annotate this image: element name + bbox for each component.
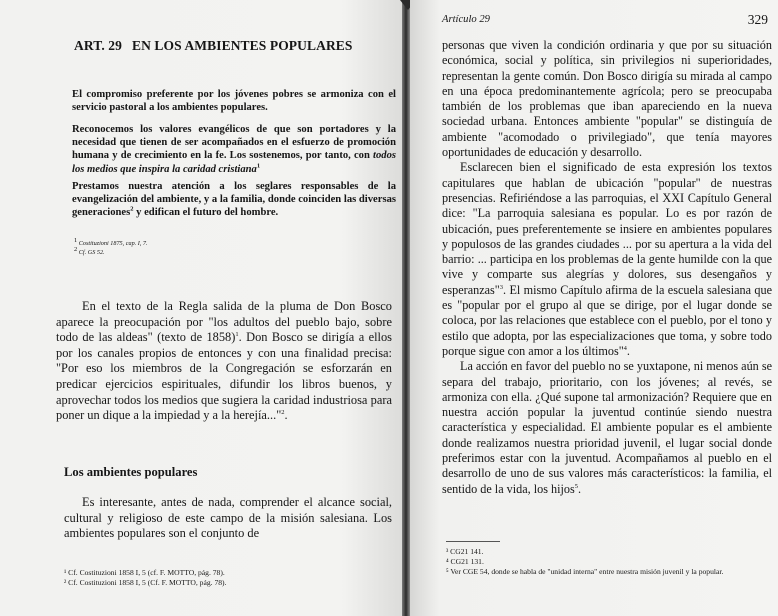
footnote-ref: 2 xyxy=(281,409,285,417)
footnote-ref: 2 xyxy=(130,205,134,213)
rule-p2-text: Reconocemos los valores evangélicos de que son portadores y la necesidad que tienen de ser acompañados en el esfuerzo de promoción humana y de crecimiento en la fe. Los sostenemos, por tanto, con xyxy=(72,124,396,162)
rule-footnote-1-text: Costituzioni 1875, cap. I, 7. xyxy=(78,240,148,247)
rule-footnote-1-num: 1 xyxy=(74,236,78,244)
right-paragraph-3 xyxy=(442,359,772,497)
commentary-text-a: En el texto de la Regla salida de la pluma de Don Bosco aparece la preocupación por "los adultos del pueblo bajo, sobre todo de las aldeas" (texto de 1858) xyxy=(56,299,392,345)
rule-p2-italic: todos los medios que inspira la caridad cristiana xyxy=(72,150,396,175)
rule-paragraph-2 xyxy=(72,123,396,176)
rule-footnote-2-num: 2 xyxy=(74,245,78,253)
section-heading: Los ambientes populares xyxy=(64,465,198,479)
book-gutter xyxy=(402,0,410,616)
section-paragraph: Es interesante, antes de nada, comprender el alcance social, cultural y religioso de este campo de la misión salesiana. Los ambientes populares son el conjunto de xyxy=(64,495,392,541)
right-page xyxy=(410,0,778,616)
commentary-text-c: . xyxy=(284,408,288,423)
right-p3-text: La acción en favor del pueblo no se yuxtapone, ni menos aún se separa del trabajo, prioritario, con los jóvenes; al revés, se armoniza con ella. ¿Qué supone tal armonización? Requiere que en nuestra acción popular la juventud continúe siendo nuestra característica y especialidad. El ambiente popular es el ambiente donde realizamos nuestra prioridad juvenil, el lugar social donde preferimos estar con la juventud. Acompañamos al pueblo en el desarrollo de uno de sus valores más característicos: la familia, el sentido de la vida, los hijos xyxy=(442,359,772,496)
article-title xyxy=(74,38,394,54)
footnote-ref: 1 xyxy=(256,162,261,170)
rule-footnote-1 xyxy=(74,236,148,248)
footnote-1: ¹ Cf. Costituzioni 1858 I, 5 (cf. F. MOTTO, pág. 78). xyxy=(64,568,225,577)
footnote-2: ² Cf. Costituzioni 1858 I, 5 (Cf. F. MOTTO, pág. 78). xyxy=(64,578,227,587)
footnote-3: ³ CG21 141. xyxy=(446,547,484,556)
rule-paragraph-3 xyxy=(72,180,396,220)
right-paragraph-1: personas que viven la condición ordinaria y que por su situación económica, social y política, sin privilegios ni superioridades, representan la gente común. Don Bosco dirigía su mirada al campo en una época predominantemente agrícola; pero se preocupaba también de los problemas que iban apareciendo en la nueva sociedad urbana. Entonces ambiente "popular" se distinguía de ambiente "acomodado o privilegiado", que tenía mayores oportunidades de educación y desarrollo. xyxy=(442,38,772,160)
footnote-5: ⁵ Ver CGE 54, donde se habla de "unidad interna" entre nuestra misión juvenil y la popular. xyxy=(446,567,724,576)
page-number: 329 xyxy=(747,12,768,27)
right-p3-end: . xyxy=(577,481,581,496)
right-p2-text-b: . El mismo Capítulo afirma de la escuela salesiana que es "popular por el grupo al que se dirige, por el lugar donde se coloca, por las relaciones que establece con el pueblo, por el tono y estilo que adopta, por las especializaciones que toma, y sobre todo porque sigue con amor a los últimos" xyxy=(442,282,772,358)
right-body-text xyxy=(442,38,772,497)
footnote-ref: 3 xyxy=(499,283,504,291)
right-p2-text-c: . xyxy=(626,343,630,358)
footnote-ref: 4 xyxy=(623,344,627,352)
running-head: Artículo 29 xyxy=(442,14,490,25)
rule-footnote-2-text: Cf. GS 52. xyxy=(78,249,105,256)
commentary-text-b: . Don Bosco se dirigía a ellos por los canales propios de entonces y con una finalidad precisa: "Por eso los miembros de la Congregación se esforzarán en predicar ejercicios espirituales, difundir los libros buenos, y aprovechar todos los medios que sugiera la caridad industriosa para poner un dique a la impiedad y a la herejía..." xyxy=(56,330,392,423)
footnote-rule xyxy=(446,541,500,542)
footnote-ref: 1 xyxy=(235,331,239,339)
footnote-4: ⁴ CG21 131. xyxy=(446,557,484,566)
footnote-ref: 5 xyxy=(574,482,578,490)
article-heading: EN LOS AMBIENTES POPULARES xyxy=(131,38,353,53)
rule-p3-text: Prestamos nuestra atención a los seglares responsables de la evangelización del ambiente, y a la familia, donde coinciden las diversas generaciones xyxy=(72,181,396,219)
article-number: ART. 29 xyxy=(74,38,122,53)
commentary-paragraph xyxy=(56,299,392,424)
rule-footnote-2 xyxy=(74,245,105,257)
rule-paragraph-1: El compromiso preferente por los jóvenes pobres se armoniza con el servicio pastoral a los ambientes populares. xyxy=(72,89,396,114)
rule-p3-text-end: y edifican el futuro del hombre. xyxy=(133,207,279,219)
right-p2-text-a: Esclarecen bien el significado de esta expresión los textos capitulares que hablan de ubicación "popular" de nuestras presencias. Refiriéndose a las parroquias, el XXI Capítulo General dice: "La parroquia salesiana es popular. Lo es por razón de ubicación, pues preferentemente se insiere en ambientes populares y populosos de las grandes ciudades ... por su apertura a la vida del barrio: ... participa en los problemas de la gente humilde con la que vive y comparte sus alegrías y dolores, sus desengaños y esperanzas" xyxy=(442,160,772,297)
right-paragraph-2 xyxy=(442,160,772,359)
